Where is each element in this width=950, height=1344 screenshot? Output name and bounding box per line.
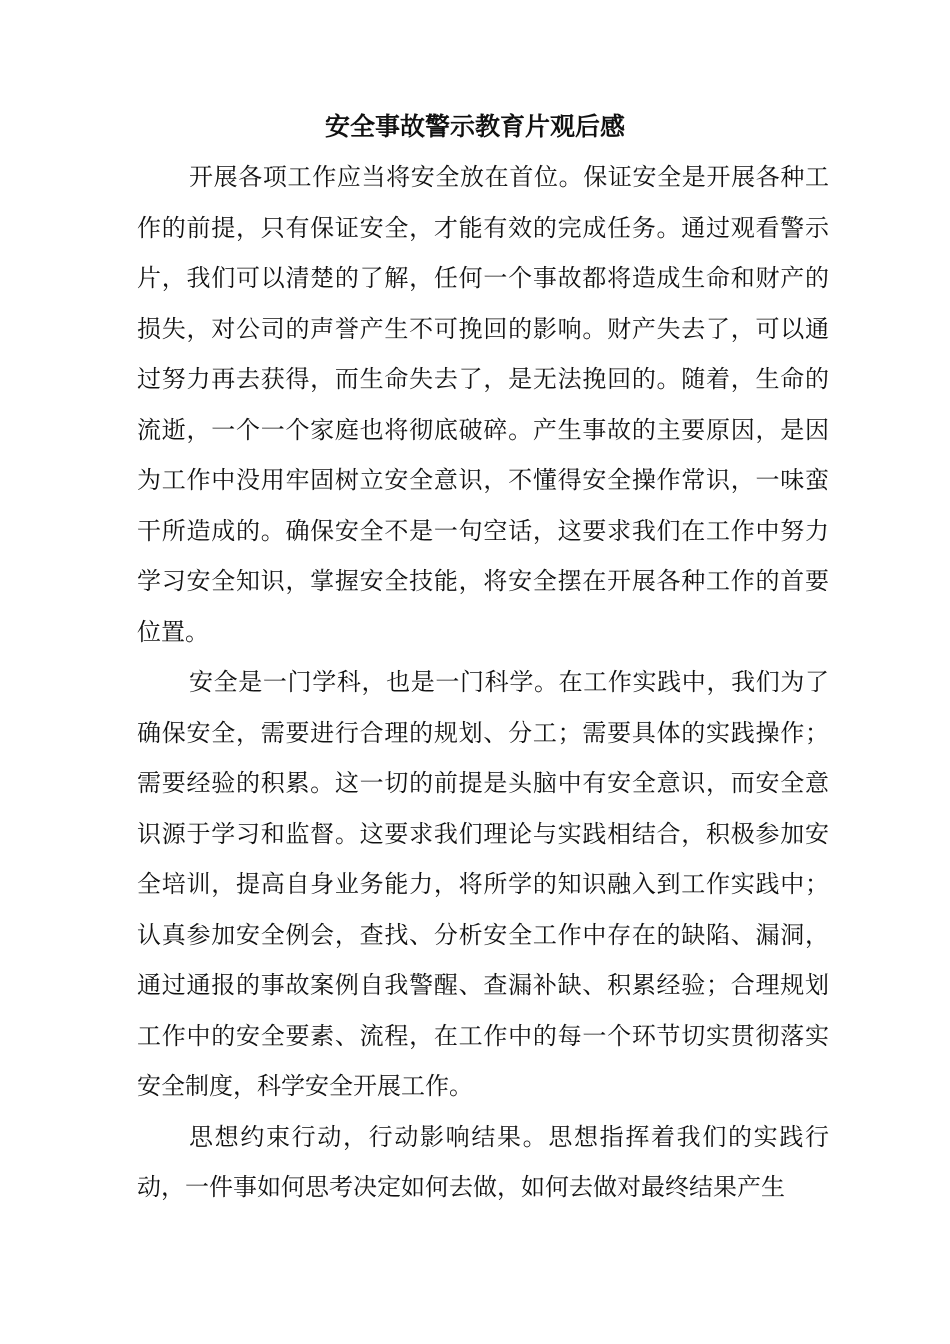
paragraph-1: 开展各项工作应当将安全放在首位。保证安全是开展各种工作的前提，只有保证安全，才能有效的完成任务。通过观看警示片，我们可以清楚的了解，任何一个事故都将造成生命和财产的损失，对公司的声誉产生不可挽回的影响。财产失去了，可以通过努力再去获得，而生命失去了，是无法挽回的。随着，生命的流逝，一个一个家庭也将彻底破碎。产生事故的主要原因，是因为工作中没用牢固树立安全意识，不懂得安全操作常识，一味蛮干所造成的。确保安全不是一句空话，这要求我们在工作中努力学习安全知识，掌握安全技能，将安全摆在开展各种工作的首要位置。 (137, 163, 829, 646)
paragraph-3: 思想约束行动，行动影响结果。思想指挥着我们的实践行动，一件事如何思考决定如何去做，如何去做对最终结果产生 (137, 1122, 829, 1201)
document-body (137, 152, 829, 1213)
paragraph-2: 安全是一门学科，也是一门科学。在工作实践中，我们为了确保安全，需要进行合理的规划、分工；需要具体的实践操作；需要经验的积累。这一切的前提是头脑中有安全意识，而安全意识源于学习和监督。这要求我们理论与实践相结合，积极参加安全培训，提高自身业务能力，将所学的知识融入到工作实践中；认真参加安全例会，查找、分析安全工作中存在的缺陷、漏洞，通过通报的事故案例自我警醒、查漏补缺、积累经验；合理规划工作中的安全要素、流程，在工作中的每一个环节切实贯彻落实安全制度，科学安全开展工作。 (137, 668, 829, 1100)
document-title: 安全事故警示教育片观后感 (324, 112, 625, 141)
